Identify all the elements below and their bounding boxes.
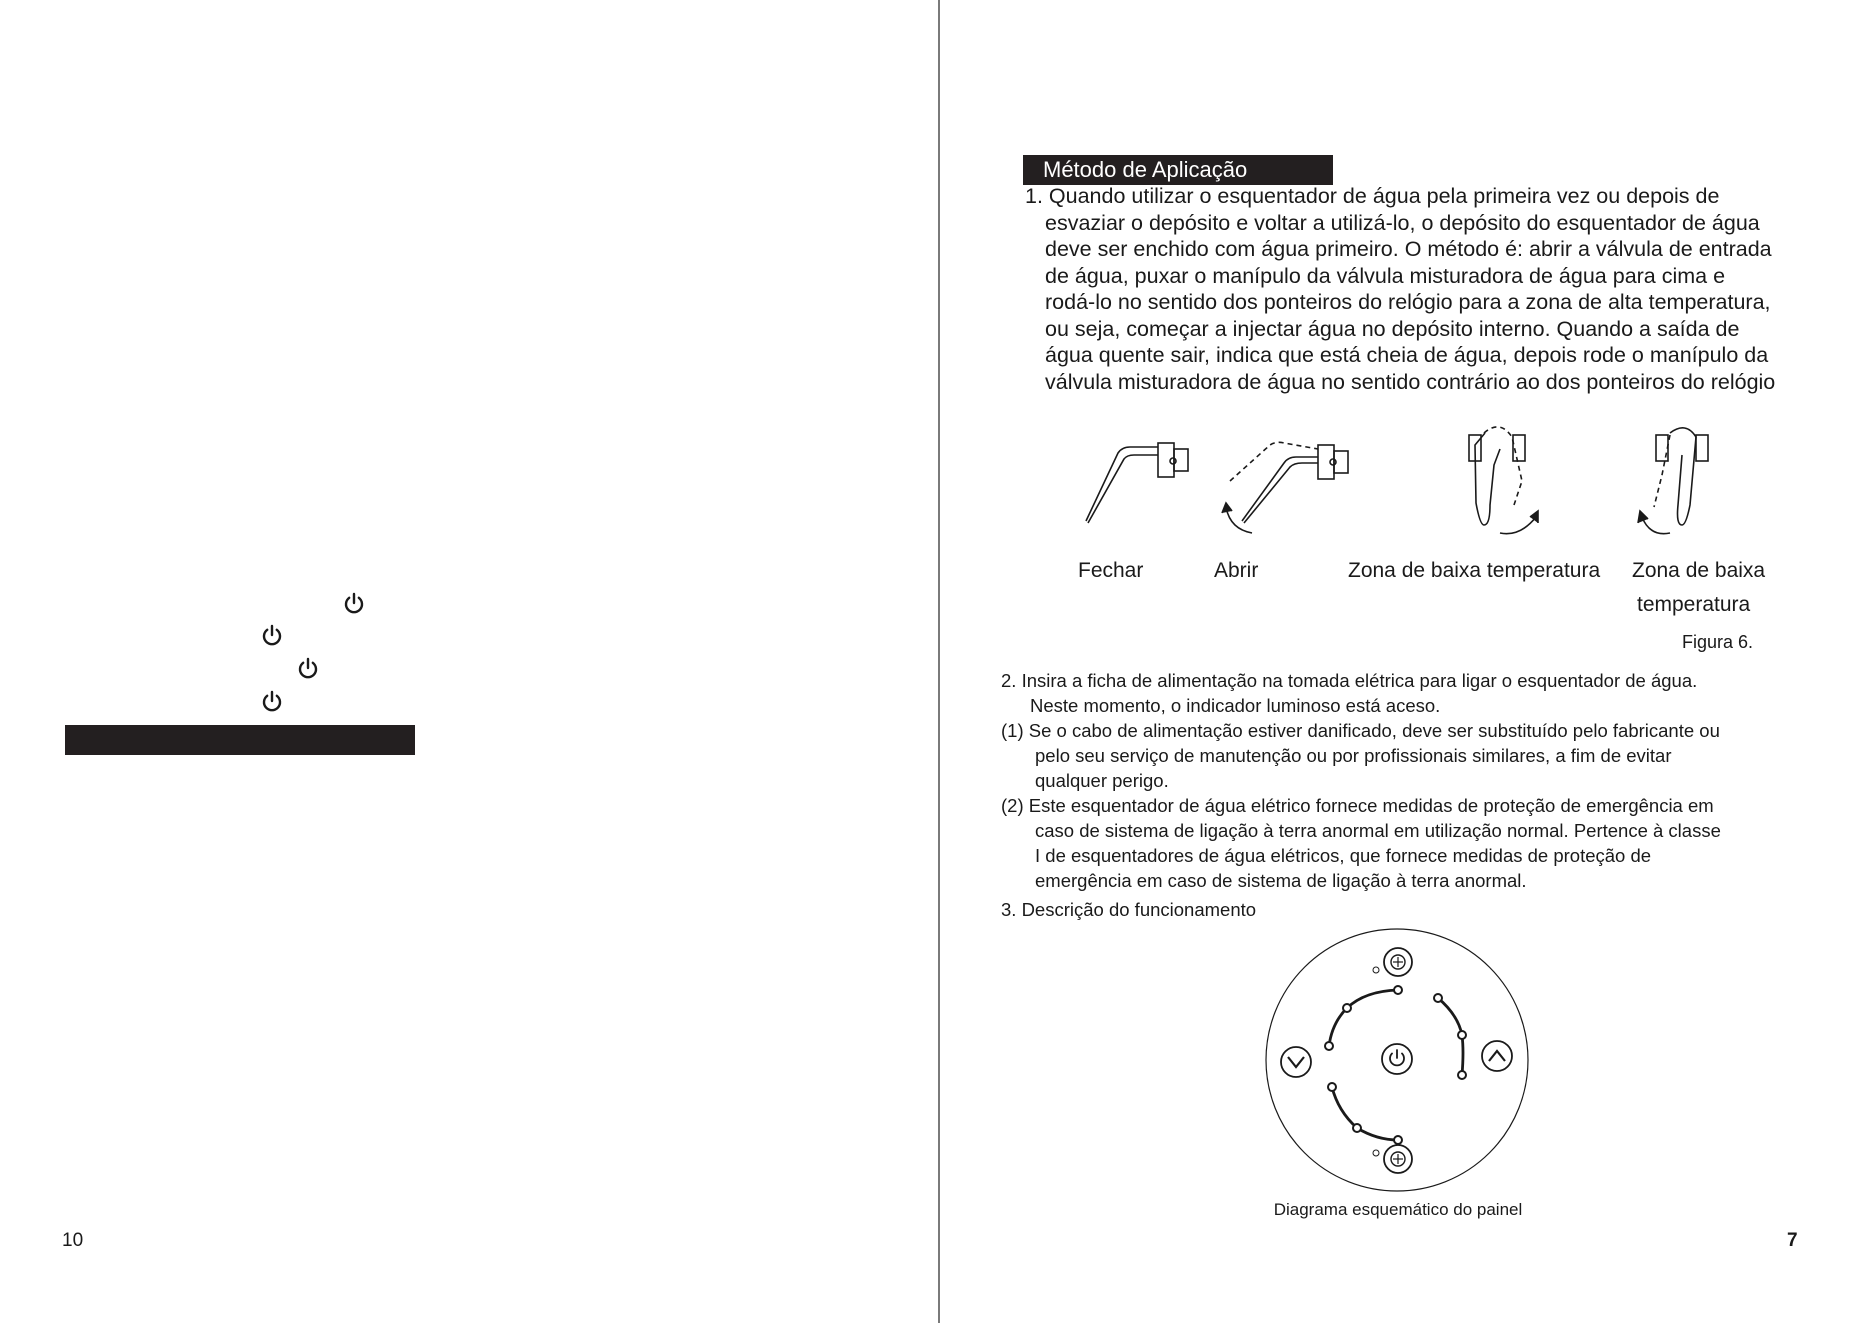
note-2-lead: (2) Este esquentador de água elétrico fornece medidas de proteção de emergência em <box>1001 795 1714 816</box>
power-icon <box>341 591 367 617</box>
caption-low-temp-2: Zona de baixa <box>1632 559 1766 582</box>
note-1-lead: (1) Se o cabo de alimentação estiver danificado, deve ser substituído pelo fabricante ou <box>1001 720 1720 741</box>
caption-low-temp-2-cont: temperatura <box>1637 593 1751 616</box>
note-2-line: caso de sistema de ligação à terra anormal em utilização normal. Pertence à classe <box>1035 820 1721 841</box>
power-button-icon <box>1382 1044 1412 1074</box>
caption-close: Fechar <box>1078 559 1144 582</box>
figure-label: Figura 6. <box>1682 632 1754 652</box>
note-1-line: pelo seu serviço de manutenção ou por profissionais similares, a fim de evitar <box>1035 745 1672 766</box>
panel-diagram <box>1262 925 1532 1195</box>
step-2-line-1: 2. Insira a ficha de alimentação na tomada elétrica para ligar o esquentador de água. <box>1001 670 1698 691</box>
power-icon <box>259 623 285 649</box>
step-2-line-2: Neste momento, o indicador luminoso está aceso. <box>1030 695 1441 716</box>
top-mode-button-icon <box>1384 948 1412 976</box>
page-number-right: 7 <box>1787 1230 1798 1251</box>
step-1-line: ou seja, começar a injectar água no depósito interno. Quando a saída de <box>1045 316 1740 341</box>
step-1-line: válvula misturadora de água no sentido contrário ao dos ponteiros do relógio <box>1045 369 1776 394</box>
note-2-line: I de esquentadores de água elétricos, que fornece medidas de proteção de <box>1035 845 1652 866</box>
black-bar <box>65 725 415 755</box>
note-2-line: emergência em caso de sistema de ligação à terra anormal. <box>1035 870 1527 891</box>
caption-low-temp-1: Zona de baixa temperatura <box>1348 559 1601 582</box>
bottom-mode-button-icon <box>1384 1145 1412 1173</box>
page-number-left: 10 <box>62 1230 84 1251</box>
step-1-line: rodá-lo no sentido dos ponteiros do relógio para a zona de alta temperatura, <box>1045 290 1771 314</box>
step-1-line: de água, puxar o manípulo da válvula misturadora de água para cima e <box>1045 263 1726 288</box>
power-icon <box>295 656 321 682</box>
down-button-icon <box>1281 1047 1311 1077</box>
handle-open-illustration <box>1222 442 1348 533</box>
step-1-paragraph <box>1025 183 1815 395</box>
step-3-heading: 3. Descrição do funcionamento <box>1001 899 1257 920</box>
up-button-icon <box>1482 1041 1512 1071</box>
panel-caption: Diagrama esquemático do painel <box>1273 1200 1523 1219</box>
caption-open: Abrir <box>1214 559 1259 582</box>
step-1-lead: 1. Quando utilizar o esquentador de água pela primeira vez ou depois de <box>1025 184 1720 208</box>
page-divider <box>938 0 940 1323</box>
figure-6-illustration <box>1070 425 1790 545</box>
handle-closed-illustration <box>1086 443 1188 523</box>
step-1-line: deve ser enchido com água primeiro. O método é: abrir a válvula de entrada <box>1045 237 1772 261</box>
power-icon <box>259 689 285 715</box>
note-1-line: qualquer perigo. <box>1035 770 1169 791</box>
handle-low-temp-left-illustration <box>1638 428 1708 534</box>
step-1-line: esvaziar o depósito e voltar a utilizá-lo, o depósito do esquentador de água <box>1045 210 1760 235</box>
handle-low-temp-right-illustration <box>1469 427 1538 534</box>
section-title: Método de Aplicação <box>1023 155 1333 185</box>
step-1-line: água quente sair, indica que está cheia de água, depois rode o manípulo da <box>1045 343 1769 367</box>
